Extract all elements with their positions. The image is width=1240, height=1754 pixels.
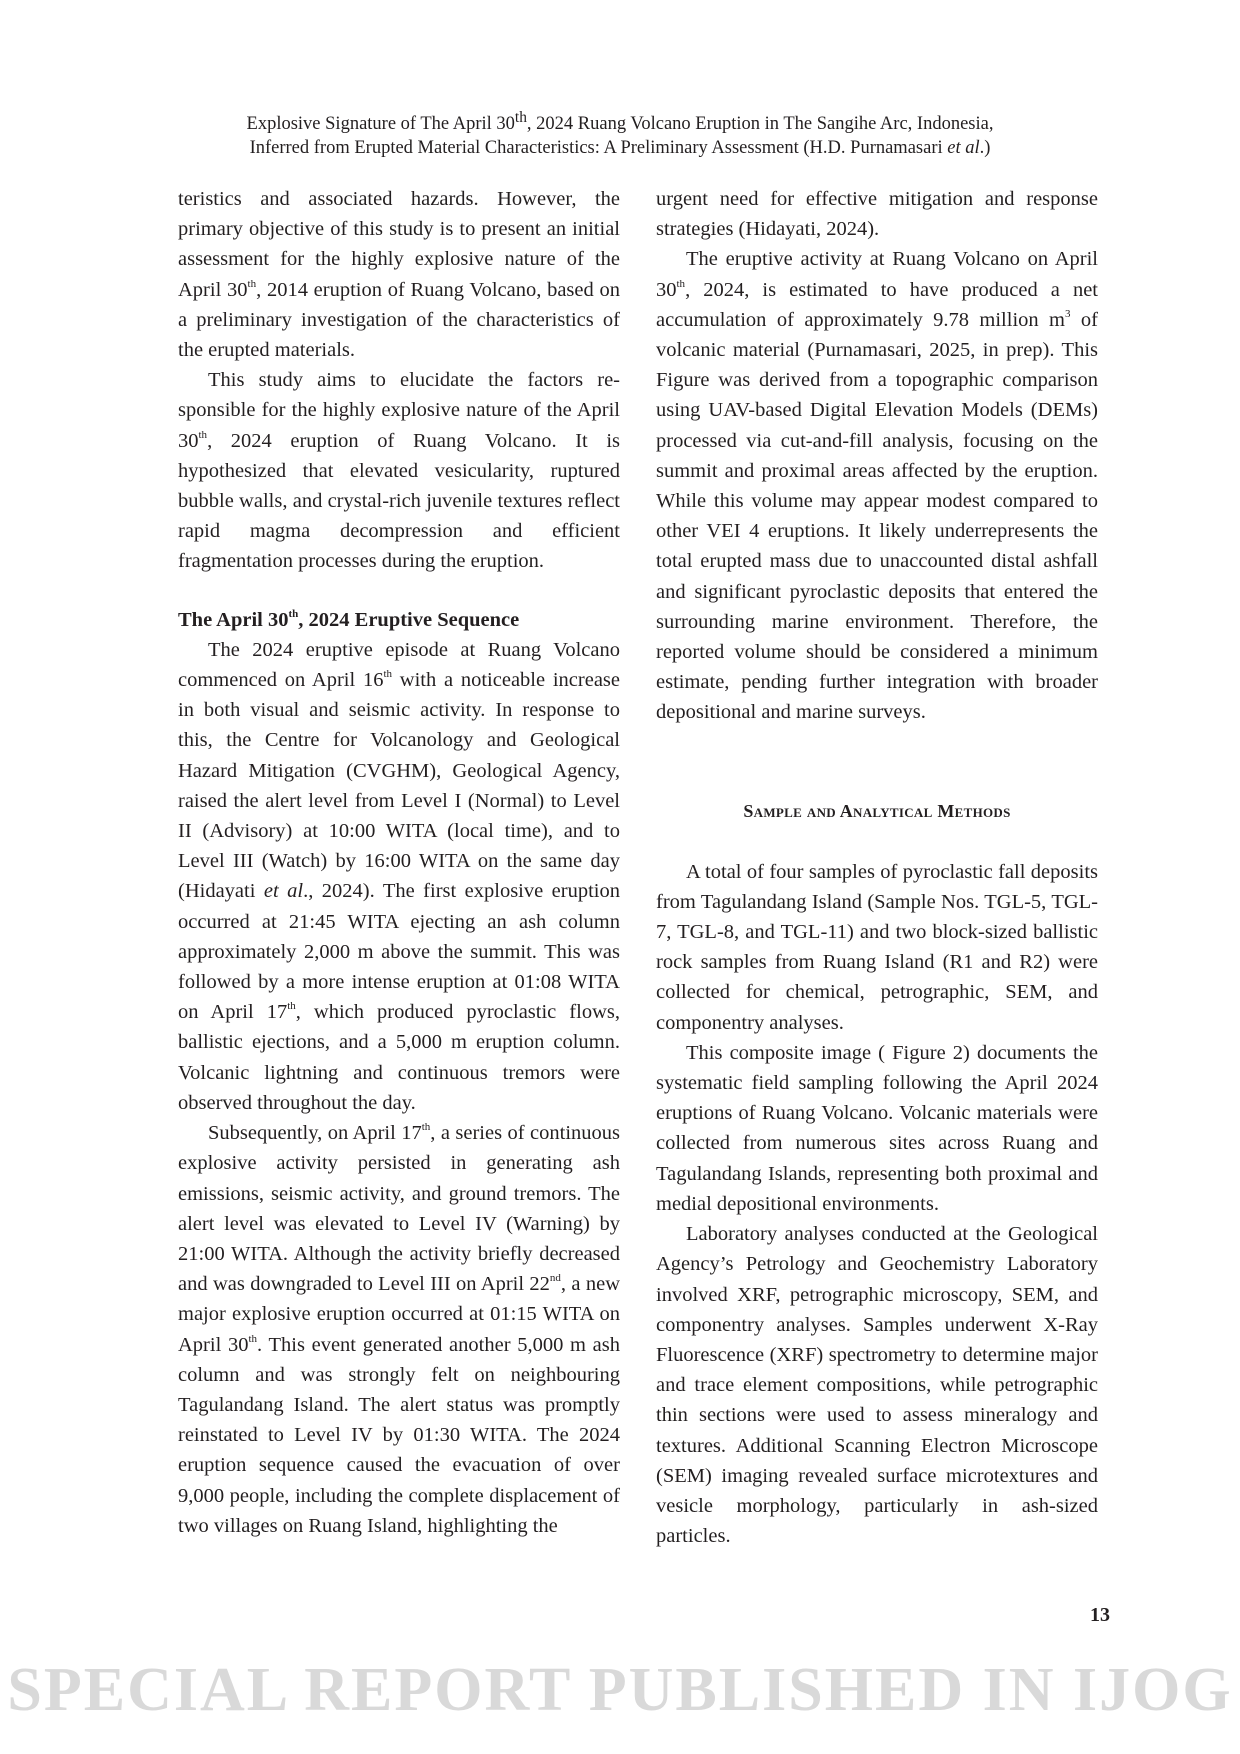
paragraph [178, 365, 620, 576]
superscript: th [421, 1121, 431, 1134]
paragraph: A total of four samples of pyroclastic fall deposits from Tagulandang Island (Sample Nos. TGL-5, TGL-7, TGL-8, and TGL-11) and two block-sized ballistic rock samples from Ruang Island (R1 and R2) were collected for chemical, petrographic, SEM, and componentry analyses. [656, 860, 1098, 1034]
paragraph-text: , 2024 eruption of Ruang Volcano. It is hypothesized that elevated vesicularity, ruptured bubble walls, and crystal-rich juvenile textures reflect rapid magma decompression and efficient fragmentation processes during the eruption. [178, 429, 620, 573]
paragraph: Laboratory analyses conducted at the Geological Agency’s Petrology and Geochemistry Laboratory involved XRF, petrographic microscopy, SEM, and componentry analyses. Samples underwent X-Ray Fluorescence (XRF) spectrometry to determine major and trace element compositions, while petrographic thin sections were used to assess mineralogy and textures. Additional Scanning Electron Microscope (SEM) imaging revealed surface microtextures and vesicle morphology, particularly in ash-sized particles. [656, 1223, 1098, 1548]
left-column [178, 184, 620, 1541]
superscript: th [287, 1000, 296, 1013]
running-head-text: Inferred from Erupted Material Characteristics: A Preliminary Assessment (H.D. Purnamasari [249, 138, 948, 159]
paragraph [178, 635, 620, 1118]
superscript: th [676, 277, 686, 290]
paragraph-text: teristics and associated hazards. However, the primary objective of this study is to present an initial assessment for the highly explosive nature of the April 30 [178, 188, 620, 301]
paragraph-text: This study aims to elucidate the factors responsible for the highly explosive nature of the April 30 [178, 369, 620, 452]
superscript: th [383, 668, 393, 681]
heading-text: The April 30 [178, 608, 289, 631]
superscript: th [247, 277, 257, 290]
running-head-text: .) [979, 138, 991, 159]
paragraph [656, 244, 1098, 727]
running-head-text: Explosive Signature of The April 30 [246, 114, 515, 135]
paragraph-text: , which produced pyroclastic flows, ballistic ejections, and a 5,000 m eruption column. Volcanic lightning and continuous tremors were observed throughout the day. [178, 1001, 620, 1114]
page-number: 13 [1090, 1604, 1110, 1626]
paragraph: urgent need for effective mitigation and response strategies (Hidayati, 2024). [656, 188, 1098, 241]
italic-text: et al [263, 880, 304, 903]
running-head-line-1 [150, 106, 1090, 136]
running-head-line-2 [150, 136, 1090, 160]
paragraph: This composite image ( Figure 2) documents the systematic field sampling following the April 2024 eruptions of Ruang Volcano. Volcanic materials were collected from numerous sites across Ruang and Tagulandang Islands, representing both proximal and medial depositional environments. [656, 1041, 1098, 1215]
paragraph-text: Subsequently, on April 17 [208, 1122, 422, 1145]
superscript: th [248, 1332, 258, 1345]
paragraph-text: of volcanic material (Purnamasari, 2025, in prep). This Figure was derived from a topographic comparison using UAV-based Digital Elevation Models (DEMs) processed via cut-and-fill analysis, focusing on the summit and proximal areas affected by the eruption. While this volume may appear modest compared to other VEI 4 eruptions. It likely underrepresents the total erupted mass due to unaccounted distal ashfall and significant pyroclastic deposits that entered the surrounding marine environment. Therefore, the reported volume should be considered a minimum estimate, pending further integration with broader depositional and marine surveys. [656, 308, 1099, 724]
right-column [656, 184, 1098, 1551]
paragraph-text: , 2024, is estimated to have produced a net accumulation of approximately 9.78 million m [656, 278, 1098, 331]
superscript: nd [549, 1272, 561, 1285]
paragraph-text: , a new major explosive eruption occurred at 01:15 WITA on April 30 [178, 1273, 620, 1356]
running-head [150, 106, 1090, 160]
italic-text: et al [947, 138, 980, 159]
paragraph [178, 1118, 620, 1541]
heading-text: , 2024 Eruptive Sequence [298, 608, 520, 631]
paragraph-text: . This event generated another 5,000 m ash column and was strongly felt on neighbouring Tagulandang Island. The alert status was promptly reinstated to Level IV by 01:30 WITA. The 2024 eruption sequence caused the evacuation of over 9,000 people, including the complete displacement of two villages on Ruang Island, highlighting the [178, 1333, 620, 1537]
paragraph-text: The 2024 eruptive episode at Ruang Volcano commenced on April 16 [178, 638, 620, 692]
superscript: th [198, 428, 208, 441]
paragraph-text: , 2014 eruption of Ruang Volcano, based on a preliminary investigation of the characteristics of the erupted materials. [178, 278, 620, 362]
paragraph [178, 184, 620, 365]
superscript: 3 [1065, 307, 1071, 320]
section-heading: Sample and Analytical Methods [743, 800, 1011, 821]
running-head-text: , 2024 Ruang Volcano Eruption in The Sangihe Arc, Indonesia, [526, 114, 994, 135]
paragraph-text: The eruptive activity at Ruang Volcano on April 30 [656, 248, 1098, 301]
superscript: th [288, 607, 299, 620]
watermark: SPECIAL REPORT PUBLISHED IN IJOG [7, 1656, 1233, 1724]
paragraph-text: , a series of continuous explosive activity persisted in generating ash emissions, seismic activity, and ground tremors. The alert level was elevated to Level IV (Warning) by 21:00 WITA. Although the activity briefly decreased and was downgraded to Level III on April 22 [178, 1122, 620, 1296]
paragraph-text: with a noticeable increase in both visual and seismic activity. In response to this, the Centre for Volcanology and Geological Hazard Mitigation (CVGHM), Geological Agency, raised the alert level from Level I (Normal) to Level II (Advisory) at 10:00 WITA (local time), and to Level III (Watch) by 16:00 WITA on the same day (Hidayati [178, 669, 620, 903]
superscript: th [514, 109, 527, 126]
paragraph-text: ., 2024). The first explosive eruption occurred at 21:45 WITA ejecting an ash column approximately 2,000 m above the summit. This was followed by a more intense eruption at 01:08 WITA on April 17 [178, 880, 621, 1024]
subsection-heading [178, 605, 620, 635]
